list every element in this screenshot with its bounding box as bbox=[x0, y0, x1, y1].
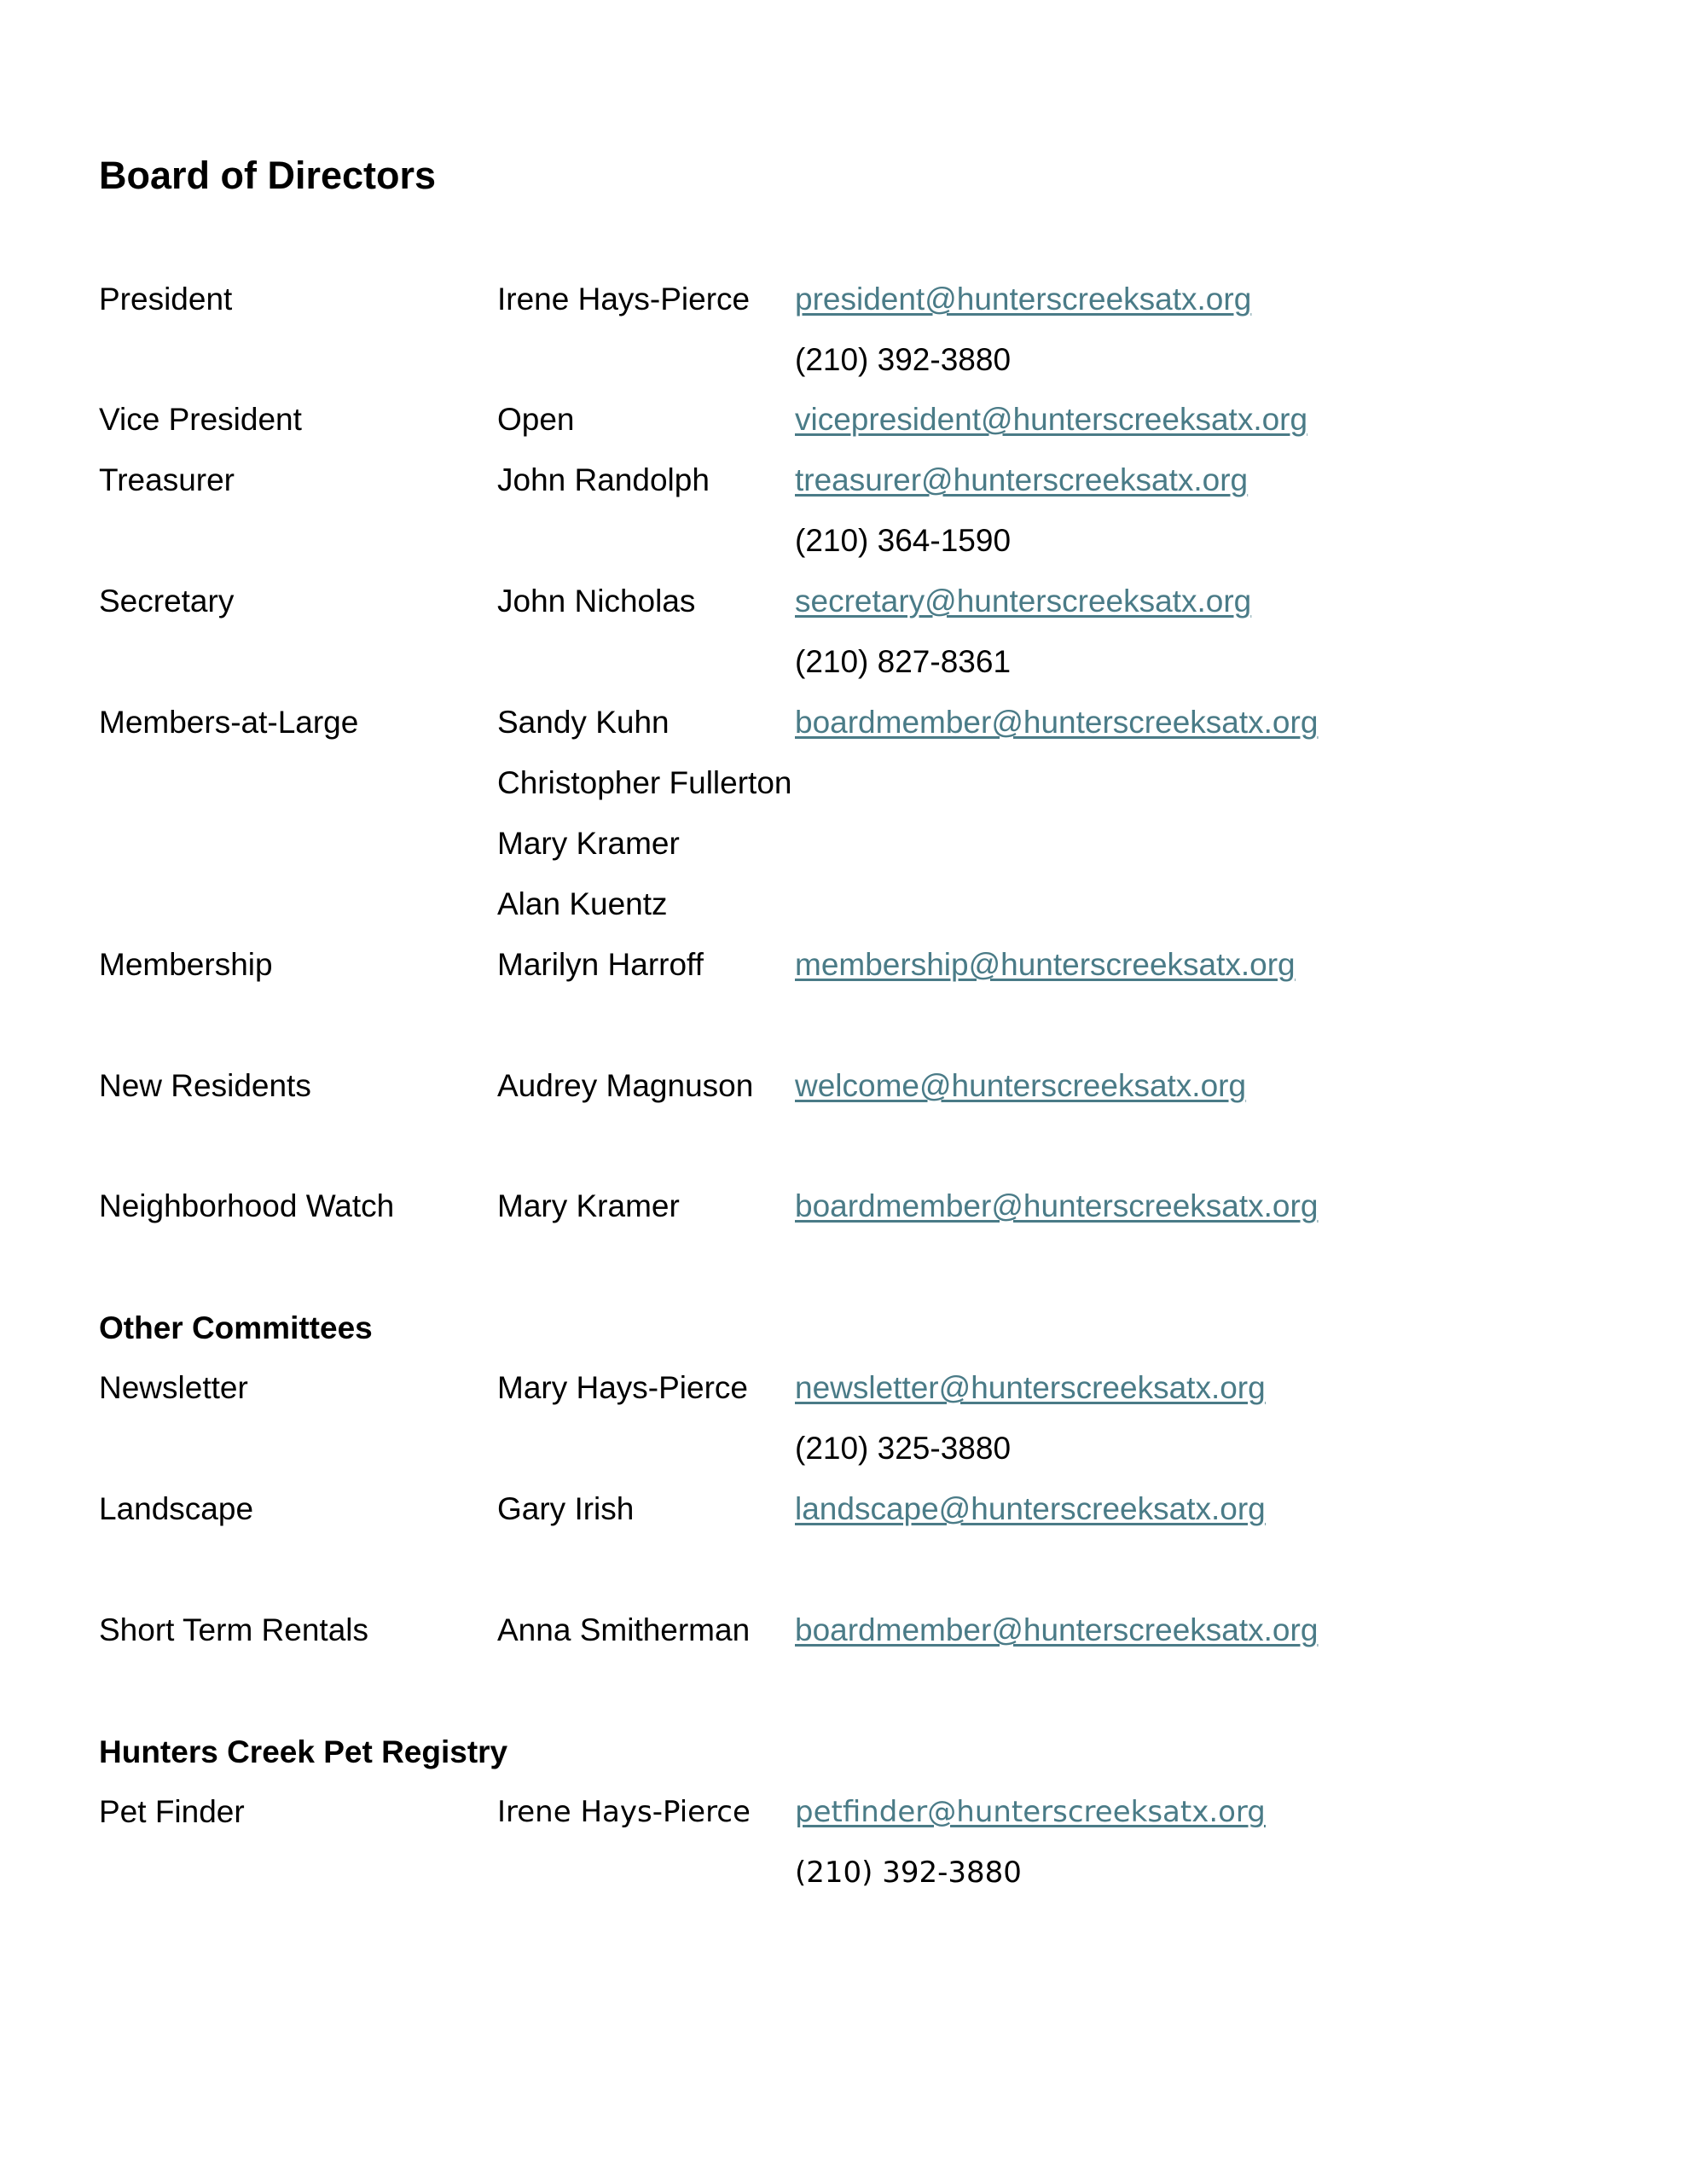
phone-newsletter: (210) 325-3880 bbox=[795, 1431, 1012, 1466]
role-treasurer: Treasurer bbox=[99, 462, 235, 497]
email-secretary-link[interactable]: secretary@hunterscreeksatx.org bbox=[795, 584, 1252, 619]
name-short-term-rentals: Anna Smitherman bbox=[497, 1612, 751, 1647]
name-member-2: Christopher Fullerton bbox=[497, 765, 792, 800]
name-secretary: John Nicholas bbox=[497, 584, 696, 619]
name-treasurer: John Randolph bbox=[497, 462, 710, 497]
role-pet-finder: Pet Finder bbox=[99, 1794, 245, 1829]
email-pet-finder-link[interactable]: petfinder@hunterscreeksatx.org bbox=[795, 1795, 1266, 1829]
role-short-term-rentals: Short Term Rentals bbox=[99, 1612, 368, 1647]
email-neighborhood-watch-link[interactable]: boardmember@hunterscreeksatx.org bbox=[795, 1188, 1319, 1223]
name-new-residents: Audrey Magnuson bbox=[497, 1068, 754, 1103]
name-membership: Marilyn Harroff bbox=[497, 947, 704, 982]
role-president: President bbox=[99, 282, 233, 317]
name-member-4: Alan Kuentz bbox=[497, 886, 668, 921]
section-heading-other-committees: Other Committees bbox=[99, 1310, 373, 1345]
name-president: Irene Hays-Pierce bbox=[497, 282, 751, 317]
phone-pet-finder: (210) 392-3880 bbox=[795, 1856, 1022, 1890]
email-president-link[interactable]: president@hunterscreeksatx.org bbox=[795, 282, 1252, 317]
name-neighborhood-watch: Mary Kramer bbox=[497, 1188, 680, 1223]
phone-treasurer: (210) 364-1590 bbox=[795, 523, 1012, 558]
role-vice-president: Vice President bbox=[99, 402, 302, 437]
phone-secretary: (210) 827-8361 bbox=[795, 644, 1012, 679]
name-vice-president: Open bbox=[497, 402, 575, 437]
email-members-at-large-link[interactable]: boardmember@hunterscreeksatx.org bbox=[795, 705, 1319, 740]
email-vice-president-link[interactable]: vicepresident@hunterscreeksatx.org bbox=[795, 402, 1308, 437]
email-treasurer-link[interactable]: treasurer@hunterscreeksatx.org bbox=[795, 462, 1249, 497]
name-newsletter: Mary Hays-Pierce bbox=[497, 1370, 748, 1405]
role-landscape: Landscape bbox=[99, 1491, 254, 1526]
role-members-at-large: Members-at-Large bbox=[99, 705, 359, 740]
role-secretary: Secretary bbox=[99, 584, 235, 619]
role-new-residents: New Residents bbox=[99, 1068, 311, 1103]
role-membership: Membership bbox=[99, 947, 273, 982]
role-neighborhood-watch: Neighborhood Watch bbox=[99, 1188, 395, 1223]
email-newsletter-link[interactable]: newsletter@hunterscreeksatx.org bbox=[795, 1370, 1266, 1405]
email-landscape-link[interactable]: landscape@hunterscreeksatx.org bbox=[795, 1491, 1266, 1526]
name-member-1: Sandy Kuhn bbox=[497, 705, 670, 740]
email-membership-link[interactable]: membership@hunterscreeksatx.org bbox=[795, 947, 1296, 982]
section-heading-pet-registry: Hunters Creek Pet Registry bbox=[99, 1734, 508, 1769]
email-short-term-rentals-link[interactable]: boardmember@hunterscreeksatx.org bbox=[795, 1612, 1319, 1647]
page-title: Board of Directors bbox=[99, 154, 437, 197]
name-pet-finder: Irene Hays-Pierce bbox=[497, 1795, 751, 1829]
phone-president: (210) 392-3880 bbox=[795, 342, 1012, 377]
name-landscape: Gary Irish bbox=[497, 1491, 635, 1526]
name-member-3: Mary Kramer bbox=[497, 826, 680, 861]
email-new-residents-link[interactable]: welcome@hunterscreeksatx.org bbox=[795, 1068, 1247, 1103]
role-newsletter: Newsletter bbox=[99, 1370, 248, 1405]
